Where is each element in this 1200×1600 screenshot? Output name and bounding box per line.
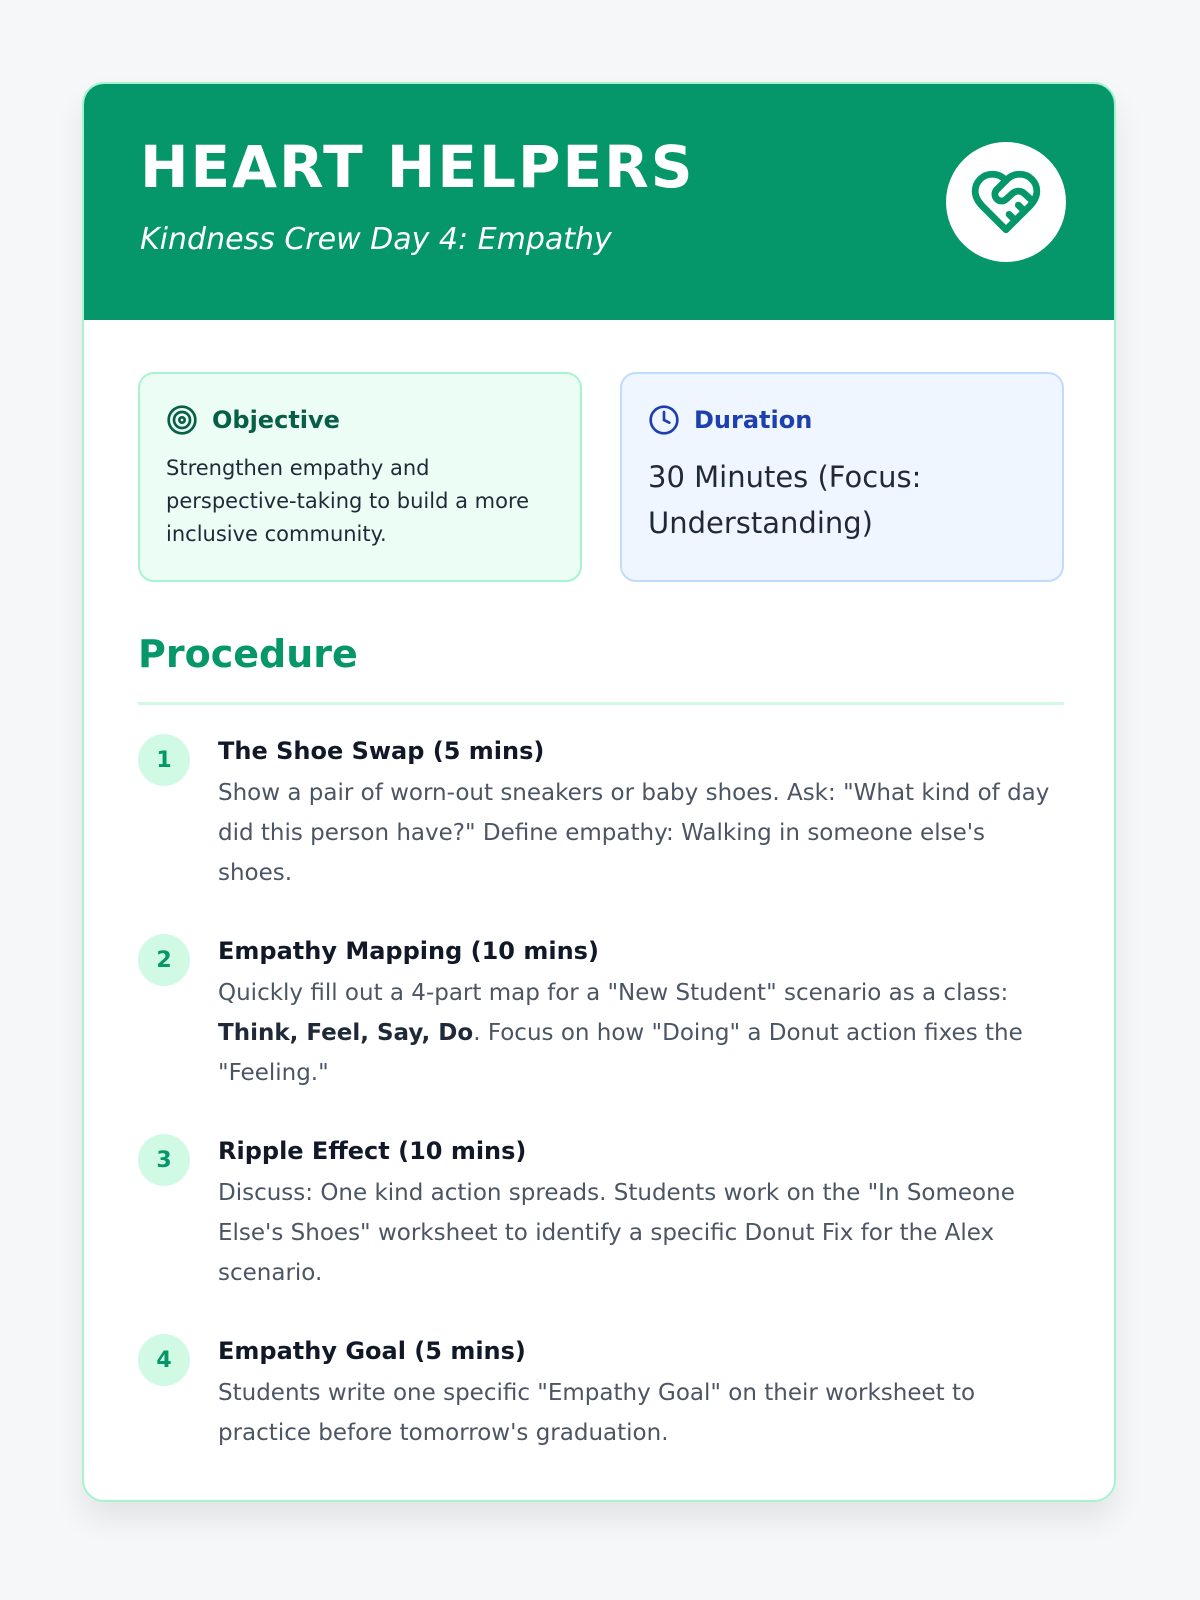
step-description-emphasis: Think, Feel, Say, Do [218,1020,474,1046]
step-number-badge: 3 [138,1134,190,1186]
heart-handshake-icon [969,165,1043,239]
step-description-text: Quickly fill out a 4-part map for a "New Student" scenario as a class: [218,980,1009,1006]
step-body [218,1334,1064,1453]
lesson-card [82,82,1116,1502]
objective-box [138,372,582,582]
procedure-divider [138,702,1064,705]
step-description [218,973,1064,1093]
step-title: Empathy Goal (5 mins) [218,1337,526,1365]
target-icon [166,404,198,436]
duration-label: Duration [694,406,813,434]
duration-box [620,372,1064,582]
step-number-badge: 2 [138,934,190,986]
logo-badge [946,142,1066,262]
step-description-text: . Focus on how "Doing" a Donut action fixes the "Feeling." [218,1020,1023,1086]
step-title: Ripple Effect (10 mins) [218,1137,527,1165]
objective-text: Strengthen empathy and perspective-taking to build a more inclusive community. [166,456,530,546]
objective-label: Objective [212,406,340,434]
step-body [218,1134,1064,1293]
duration-text: 30 Minutes (Focus: Understanding) [648,460,922,540]
step-number-badge: 1 [138,734,190,786]
card-header [84,84,1114,320]
objective-header [166,402,554,438]
page-title: HEART HELPERS [140,133,695,201]
step-description: Discuss: One kind action spreads. Students work on the "In Someone Else's Shoes" worksheet to identify a specific Donut Fix for the Alex scenario. [218,1180,1015,1286]
step-body [218,934,1064,1093]
clock-icon [648,404,680,436]
step-title: The Shoe Swap (5 mins) [218,737,545,765]
step-description: Show a pair of worn-out sneakers or baby shoes. Ask: "What kind of day did this person have?" Define empathy: Walking in someone else's shoes. [218,780,1050,886]
step-description: Students write one specific "Empathy Goal" on their worksheet to practice before tomorrow's graduation. [218,1380,976,1446]
step-number-badge: 4 [138,1334,190,1386]
procedure-heading: Procedure [138,632,358,676]
step-body [218,734,1064,893]
step-title: Empathy Mapping (10 mins) [218,937,599,965]
duration-header [648,402,1036,438]
page-subtitle: Kindness Crew Day 4: Empathy [140,222,612,257]
info-row [138,372,1064,584]
